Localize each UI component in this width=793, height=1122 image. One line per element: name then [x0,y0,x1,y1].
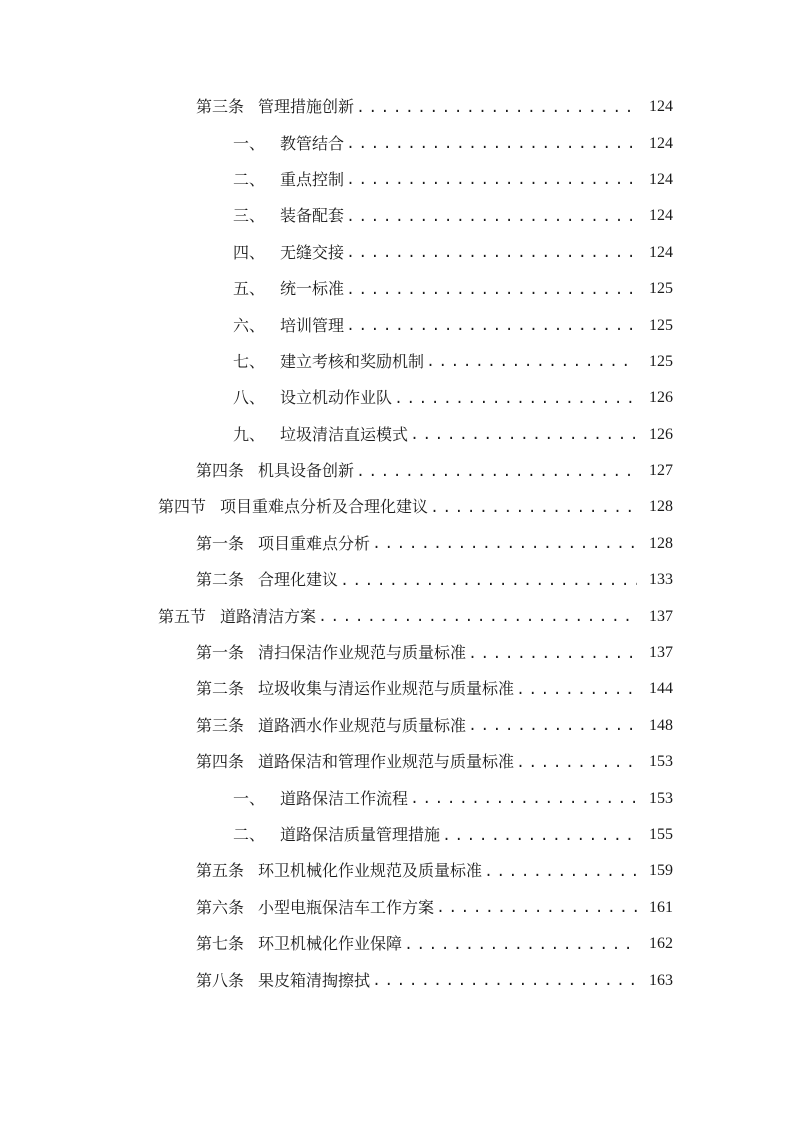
toc-dot-leader [372,537,637,552]
toc-entry-number: 三、 [233,206,266,226]
toc-entry-label [196,754,514,770]
toc-entry-title: 培训管理 [280,315,345,335]
toc-entry[interactable] [0,780,793,816]
toc-entry[interactable] [0,125,793,161]
toc-dot-leader [346,137,637,152]
toc-entry-title: 无缝交接 [280,242,345,262]
toc-dot-leader [410,792,637,807]
toc-entry-page-number: 128 [649,498,673,516]
toc-entry[interactable] [0,817,793,853]
toc-entry[interactable] [0,235,793,271]
toc-entry-page-number: 153 [649,753,673,771]
toc-entry-page-number: 124 [649,207,673,225]
toc-entry-page-number: 161 [649,898,673,916]
toc-entry-label [233,424,409,444]
toc-dot-leader [346,246,637,261]
toc-entry[interactable] [0,307,793,343]
toc-entry-page-number: 124 [649,243,673,261]
toc-entry-title: 道路保洁工作流程 [280,788,409,808]
toc-entry-page-number: 133 [649,571,673,589]
toc-entry-title: 装备配套 [280,206,345,226]
toc-entry-number: 六、 [233,315,266,335]
toc-dot-leader [340,574,637,589]
toc-entry[interactable] [0,526,793,562]
toc-entry-page-number: 125 [649,280,673,298]
toc-entry[interactable] [0,962,793,998]
toc-dot-leader [356,101,637,116]
toc-entry-label [196,715,467,735]
toc-entry[interactable] [0,453,793,489]
toc-entry-number: 第七条 [196,934,245,954]
toc-entry-title: 小型电瓶保洁车工作方案 [258,897,435,917]
toc-entry-title: 机具设备创新 [258,461,355,481]
toc-entry-number: 二、 [233,825,266,844]
toc-entry-number: 七、 [233,351,266,371]
toc-entry-page-number: 144 [649,680,673,698]
toc-entry-label [196,863,482,879]
toc-entry-label [233,169,345,189]
toc-entry-number: 第六条 [196,897,245,917]
toc-dot-leader [442,829,637,844]
toc-entry[interactable] [0,598,793,634]
toc-entry-title: 重点控制 [280,169,345,189]
toc-entry-page-number: 124 [649,98,673,116]
toc-entry-page-number: 163 [649,971,673,989]
toc-dot-leader [468,719,637,734]
toc-entry-label [233,390,392,406]
toc-entry-page-number: 126 [649,389,673,407]
toc-entry[interactable] [0,708,793,744]
toc-entry-number: 八、 [233,388,266,408]
toc-entry-number: 一、 [233,788,266,808]
toc-entry-page-number: 125 [649,352,673,370]
toc-dot-leader [346,283,637,298]
toc-entry-title: 建立考核和奖励机制 [280,351,425,371]
toc-entry[interactable] [0,562,793,598]
toc-entry-label [196,970,371,990]
toc-dot-leader [410,428,637,443]
toc-dot-leader [372,974,637,989]
toc-entry-label [196,936,402,952]
toc-entry-label [196,99,354,115]
toc-entry-number: 二、 [233,169,266,189]
toc-entry-title: 环卫机械化作业规范及质量标准 [258,861,483,881]
toc-entry-page-number: 128 [649,534,673,552]
toc-entry[interactable] [0,671,793,707]
toc-entry-page-number: 125 [649,316,673,334]
toc-entry-title: 垃圾收集与清运作业规范与质量标准 [258,679,515,699]
toc-entry-title: 道路洒水作业规范与质量标准 [258,715,467,735]
toc-entry-title: 清扫保洁作业规范与质量标准 [258,643,467,663]
toc-entry-page-number: 124 [649,170,673,188]
toc-entry-title: 统一标准 [280,279,345,299]
toc-entry-number: 一、 [233,133,266,153]
toc-entry[interactable] [0,635,793,671]
toc-dot-leader [318,610,637,625]
toc-entry-page-number: 148 [649,716,673,734]
toc-entry-label [196,897,435,917]
toc-entry-number: 第八条 [196,970,245,990]
toc-entry-page-number: 127 [649,462,673,480]
toc-entry-number: 第一条 [196,643,245,663]
toc-entry[interactable] [0,744,793,780]
toc-entry[interactable] [0,489,793,525]
toc-entry-number: 第二条 [196,679,245,699]
toc-entry-label [233,208,344,224]
toc-dot-leader [356,465,637,480]
toc-entry-number: 四、 [233,242,266,262]
toc-entry-number: 第一条 [196,533,245,553]
toc-entry-page-number: 126 [649,425,673,443]
toc-entry-label [233,133,345,153]
toc-entry-title: 项目重难点分析 [258,533,371,553]
toc-entry[interactable] [0,89,793,125]
toc-entry-page-number: 137 [649,644,673,662]
toc-entry-title: 项目重难点分析及合理化建议 [220,497,429,517]
toc-entry-title: 道路保洁和管理作业规范与质量标准 [258,752,515,772]
toc-dot-leader [430,501,637,516]
toc-entry-title: 教管结合 [280,133,345,153]
toc-entry-label [233,827,440,843]
toc-entry-label [233,281,344,297]
toc-entry-number: 第四节 [158,497,207,517]
toc-entry-label [233,315,345,335]
toc-entry[interactable] [0,417,793,453]
toc-entry[interactable] [0,344,793,380]
toc-entry[interactable] [0,853,793,889]
toc-entry-page-number: 155 [649,826,673,843]
toc-entry-title: 垃圾清洁直运模式 [280,424,409,444]
toc-dot-leader [346,319,637,334]
toc-dot-leader [426,355,637,370]
toc-dot-leader [484,865,637,880]
toc-entry-number: 第四条 [196,752,245,772]
toc-entry[interactable] [0,162,793,198]
toc-dot-leader [394,392,637,407]
toc-entry-page-number: 162 [649,935,673,953]
toc-dot-leader [516,683,637,698]
toc-entry-number: 五、 [233,279,266,299]
toc-entry-title: 设立机动作业队 [280,388,393,408]
toc-entry-label [158,499,428,515]
toc-entry-number: 第四条 [196,461,245,481]
toc-entry-label [233,788,409,808]
toc-entry-number: 第二条 [196,570,245,590]
toc-entry-number: 第三条 [196,715,245,735]
toc-entry-label [233,351,425,371]
toc-entry[interactable] [0,926,793,962]
toc-dot-leader [404,938,637,953]
toc-dot-leader [346,210,637,225]
table-of-contents [0,89,793,999]
toc-entry-label [196,533,371,553]
toc-dot-leader [468,647,637,662]
toc-entry[interactable] [0,890,793,926]
toc-entry-number: 第三条 [196,97,245,117]
toc-entry-title: 果皮箱清掏擦拭 [258,970,371,990]
toc-entry-title: 环卫机械化作业保障 [258,934,403,954]
toc-entry-label [196,645,466,661]
toc-entry-title: 道路清洁方案 [220,606,317,626]
toc-entry-number: 第五节 [158,606,207,626]
toc-dot-leader [516,756,637,771]
toc-entry-title: 管理措施创新 [258,97,355,117]
toc-entry[interactable] [0,198,793,234]
toc-entry-page-number: 137 [649,607,673,625]
toc-entry-page-number: 124 [649,134,673,152]
toc-entry-page-number: 153 [649,789,673,807]
toc-entry-title: 道路保洁质量管理措施 [280,825,441,844]
toc-entry-title: 合理化建议 [258,570,339,590]
toc-entry-label [196,463,354,479]
toc-dot-leader [436,901,637,916]
toc-entry-label [233,242,345,262]
toc-entry-label [196,681,514,697]
toc-entry-page-number: 159 [649,862,673,880]
toc-entry[interactable] [0,380,793,416]
toc-entry-label [196,572,338,588]
toc-entry[interactable] [0,271,793,307]
toc-entry-label [158,606,317,626]
toc-entry-number: 九、 [233,424,266,444]
toc-dot-leader [346,173,637,188]
toc-entry-number: 第五条 [196,861,245,881]
